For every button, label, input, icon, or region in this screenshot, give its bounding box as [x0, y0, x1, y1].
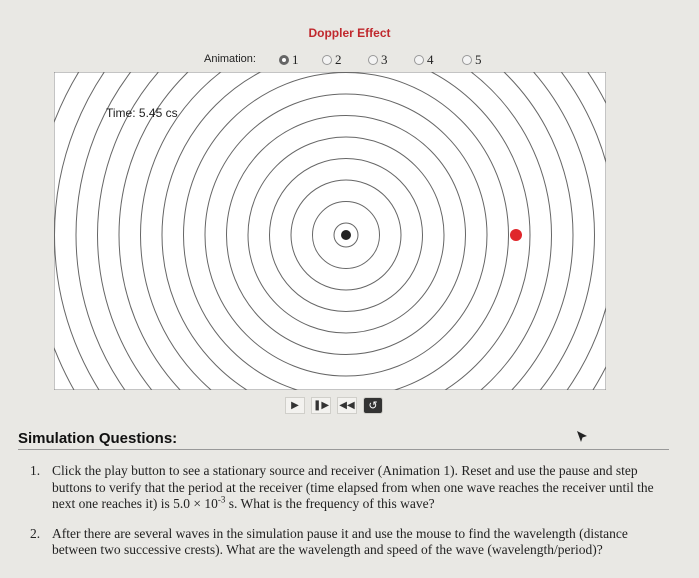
questions-heading: Simulation Questions: [18, 430, 178, 447]
radio-selected-icon[interactable] [279, 55, 289, 65]
rewind-button[interactable] [337, 397, 357, 414]
animation-option-label: 4 [427, 52, 434, 67]
reset-icon: ↺ [368, 400, 378, 412]
step-forward-icon: ❚▶ [312, 400, 330, 411]
animation-option-label: 2 [335, 52, 342, 67]
question-text-part: After there are several waves in the simulation pause it and use the mouse to find the wavelength (distance between two successive crests). What are the wavelength and speed of the wave (wavelength/period)? [52, 525, 628, 557]
radio-icon[interactable] [414, 55, 424, 65]
animation-option-3[interactable] [368, 52, 388, 68]
question-text-part: Click the play button to see a stationary source and receiver (Animation 1). Reset and use the pause and step buttons to verify that the period at the receiver (time elapsed from when one wave reaches the receiver until the next one reaches it) is 5.0 × 10 [52, 463, 654, 511]
question-text-part: s. What is the frequency of this wave? [225, 496, 435, 511]
question-text [52, 463, 670, 513]
animation-option-label: 3 [381, 52, 388, 67]
animation-option-5[interactable] [462, 52, 482, 68]
question-exponent: -3 [217, 494, 226, 505]
play-icon: ▶ [291, 400, 299, 411]
playback-controls [285, 397, 383, 415]
animation-option-1[interactable] [279, 52, 299, 68]
radio-icon[interactable] [322, 55, 332, 65]
animation-option-4[interactable] [414, 52, 434, 68]
question-item [30, 526, 670, 559]
mouse-cursor-icon [575, 430, 589, 444]
section-divider [18, 449, 669, 450]
animation-option-label: 5 [475, 52, 482, 67]
question-number: 2. [30, 525, 41, 541]
question-text [52, 526, 670, 559]
question-item [30, 463, 670, 513]
receiver-dot[interactable] [510, 229, 522, 241]
question-number: 1. [30, 463, 41, 478]
time-readout: Time: 5.45 cs [106, 106, 178, 120]
step-button[interactable] [311, 397, 331, 414]
simulation-title: Doppler Effect [308, 26, 391, 40]
animation-option-2[interactable] [322, 52, 342, 68]
radio-icon[interactable] [462, 55, 472, 65]
rewind-icon: ◀◀ [339, 400, 355, 411]
question-list [30, 463, 670, 572]
animation-option-label: 1 [292, 52, 299, 67]
source-dot[interactable] [341, 230, 351, 240]
animation-label: Animation: [204, 53, 256, 65]
play-button[interactable] [285, 397, 305, 414]
reset-button[interactable] [363, 397, 383, 414]
radio-icon[interactable] [368, 55, 378, 65]
